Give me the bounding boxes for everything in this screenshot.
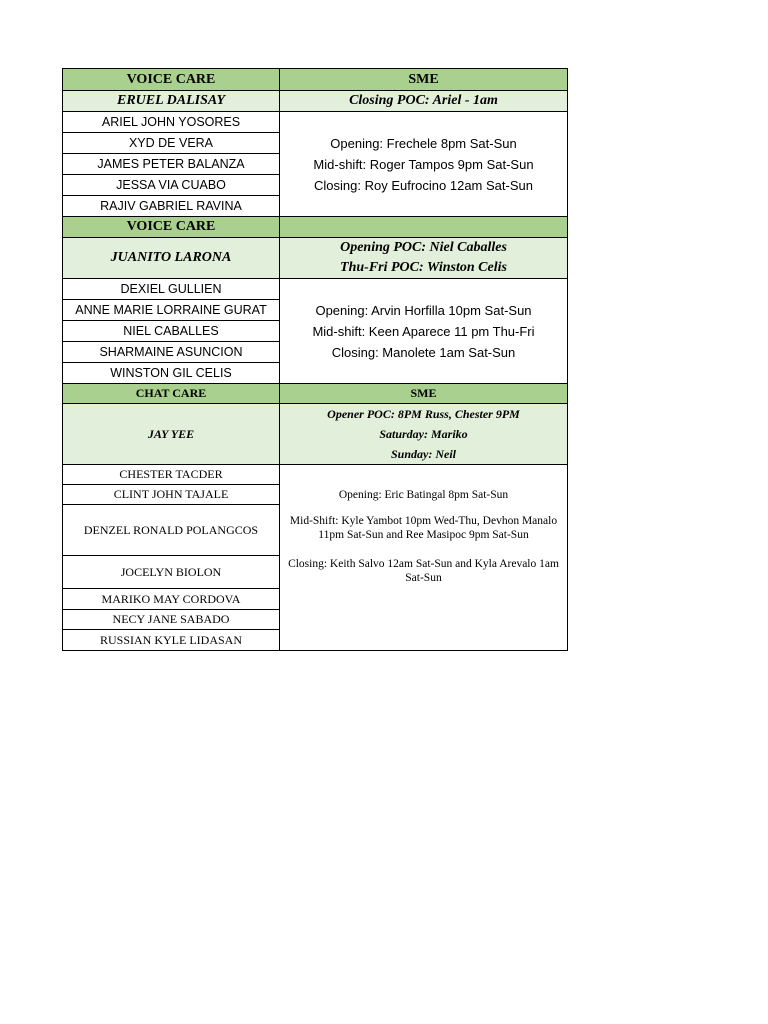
member-name: WINSTON GIL CELIS <box>63 363 280 384</box>
schedule-closing: Closing: Roy Eufrocino 12am Sat-Sun <box>314 177 533 193</box>
poc-opener: Opener POC: 8PM Russ, Chester 9PM <box>327 407 520 421</box>
team-lead-row <box>63 404 568 465</box>
member-name: JAMES PETER BALANZA <box>63 154 280 175</box>
member-name: ARIEL JOHN YOSORES <box>63 112 280 133</box>
team-lead-row <box>63 91 568 112</box>
team-lead-poc: Closing POC: Ariel - 1am <box>280 91 568 112</box>
member-name: CLINT JOHN TAJALE <box>63 485 280 505</box>
sme-schedule <box>280 465 568 651</box>
section-header-sme: SME <box>280 69 568 91</box>
member-name: XYD DE VERA <box>63 133 280 154</box>
poc-saturday: Saturday: Mariko <box>379 427 468 441</box>
member-name: MARIKO MAY CORDOVA <box>63 589 280 610</box>
schedule-opening: Opening: Frechele 8pm Sat-Sun <box>330 135 517 151</box>
team-lead-row <box>63 238 568 279</box>
member-name: SHARMAINE ASUNCION <box>63 342 280 363</box>
roster-table <box>62 68 568 651</box>
member-row <box>63 112 568 133</box>
schedule-midshift: Mid-shift: Roger Tampos 9pm Sat-Sun <box>313 156 534 172</box>
section-header-team: VOICE CARE <box>63 217 280 238</box>
section-header-row <box>63 384 568 404</box>
section-header-sme: SME <box>280 384 568 404</box>
poc-opening: Opening POC: Niel Caballes <box>340 240 507 255</box>
schedule-midshift: Mid-shift: Keen Aparece 11 pm Thu-Fri <box>312 323 535 339</box>
schedule-closing: Closing: Keith Salvo 12am Sat-Sun and Kyla Arevalo 1am Sat-Sun <box>288 558 559 584</box>
member-name: DEXIEL GULLIEN <box>63 279 280 300</box>
member-name: JOCELYN BIOLON <box>63 556 280 589</box>
member-name: RAJIV GABRIEL RAVINA <box>63 196 280 217</box>
schedule-opening: Opening: Eric Batingal 8pm Sat-Sun <box>338 489 509 501</box>
section-header-team: VOICE CARE <box>63 69 280 91</box>
schedule-midshift: Mid-Shift: Kyle Yambot 10pm Wed-Thu, Devhon Manalo 11pm Sat-Sun and Ree Masipoc 9pm Sat-Sun <box>289 515 558 541</box>
member-name: DENZEL RONALD POLANGCOS <box>63 505 280 556</box>
team-lead-name: ERUEL DALISAY <box>63 91 280 112</box>
sme-schedule <box>280 112 568 217</box>
poc-sunday: Sunday: Neil <box>390 447 456 461</box>
member-name: ANNE MARIE LORRAINE GURAT <box>63 300 280 321</box>
sme-schedule <box>280 279 568 384</box>
team-lead-name: JUANITO LARONA <box>63 238 280 279</box>
member-name: RUSSIAN KYLE LIDASAN <box>63 630 280 651</box>
schedule-opening: Opening: Arvin Horfilla 10pm Sat-Sun <box>315 302 532 318</box>
member-name: NECY JANE SABADO <box>63 610 280 630</box>
member-row <box>63 279 568 300</box>
member-name: JESSA VIA CUABO <box>63 175 280 196</box>
section-header-team: CHAT CARE <box>63 384 280 404</box>
section-header-row <box>63 69 568 91</box>
team-lead-poc <box>280 238 568 279</box>
section-header-row <box>63 217 568 238</box>
team-lead-name: JAY YEE <box>63 404 280 465</box>
member-row <box>63 465 568 485</box>
section-header-sme <box>280 217 568 238</box>
schedule-closing: Closing: Manolete 1am Sat-Sun <box>331 344 516 360</box>
member-name: CHESTER TACDER <box>63 465 280 485</box>
member-name: NIEL CABALLES <box>63 321 280 342</box>
team-lead-poc <box>280 404 568 465</box>
poc-thu-fri: Thu-Fri POC: Winston Celis <box>340 260 507 275</box>
